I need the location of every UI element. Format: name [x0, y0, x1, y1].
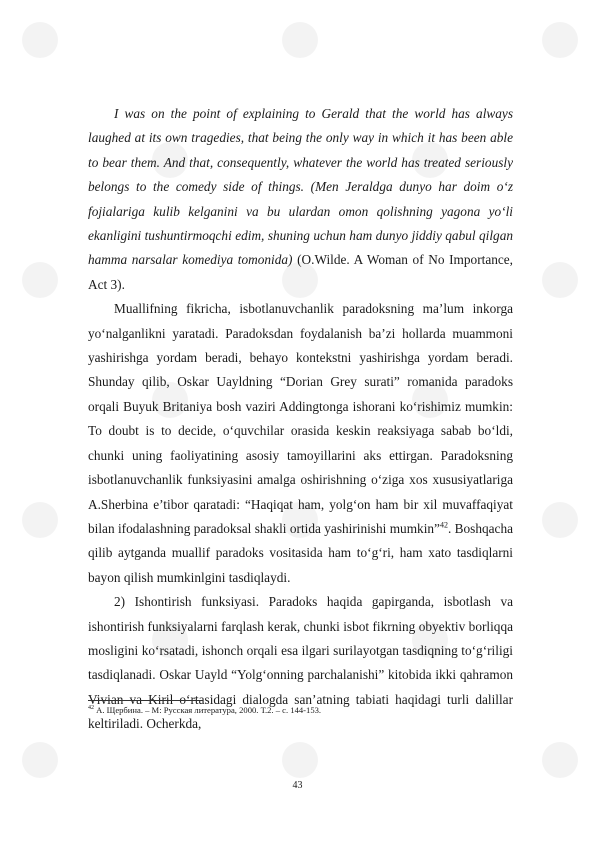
- english-quote: I was on the point of explaining to Gerald that the world has always laughed at its own tragedies, that being the only way in which it has been able to bear them. And that, consequently, whatever the world has treated seriously belongs to the comedy side of things. (: [88, 106, 513, 195]
- paragraph-quote: [88, 102, 513, 297]
- footnote: [88, 705, 513, 716]
- footnote-divider: [88, 700, 203, 701]
- footnote-reference[interactable]: 42: [439, 520, 448, 530]
- paragraph-text: 2) Ishontirish funksiyasi. Paradoks haqida gapirganda, isbotlash va ishontirish funksiyalarni farqlash kerak, chunki isbot fikrning obyektiv borliqqa mosligini ko‘rsatadi, ishonch orqali esa ilgari surilayotgan tasdiqning to‘g‘riligi tasdiqlanadi. Oskar Uayld “Yolg‘onning parchalanishi” kitobida ikki qahramon Vivian va Kiril o‘rtasidagi dialogda san’atning tabiati haqidagi turli dalillar keltiriladi. Ocherkda,: [88, 594, 513, 732]
- paragraph-author-view: [88, 297, 513, 590]
- body-text: [88, 102, 513, 737]
- paragraph-text-continued: . Boshqacha qilib aytganda muallif paradoks vositasida ham to‘g‘ri, ham xato tasdiqlarni bayon qilish mumkinlgini tasdiqlaydi.: [88, 520, 513, 585]
- page-number: 43: [292, 780, 303, 791]
- uzbek-translation: Men Jeraldga dunyo har doim o‘z fojialariga kulib kelganini va bu ulardan omon qolishning yagona yo‘li ekanligini tushuntirmoqchi edim, shuning uchun ham dunyo jiddiy qabul qilgan hamma narsalar komediya tomonida): [88, 179, 513, 268]
- footnote-text: А. Щербина. – М: Русская литература, 2000. Т.2. – с. 144-153.: [94, 705, 322, 715]
- paragraph-text: Muallifning fikricha, isbotlanuvchanlik paradoksning ma’lum inkorga yo‘nalganlikni yaratadi. Paradoksdan foydalanish ba’zi hollarda muammoni yashirishga yordam beradi, behayo kontekstni yashirishga yordam beradi. Shunday qilib, Oskar Uayldning “Dorian Grey surati” romanida paradoks orqali Buyuk Britaniya bosh vaziri Addingtonga ishorani ko‘rishimiz mumkin: To doubt is to decide, o‘quvchilar orasida keskin reaksiyaga sabab bo‘ldi, chunki uning faoliyatining asosiy tamoyillarini aks ettirgan. Paradoksning isbotlanuvchanlik funksiyasini amalga oshirishning o‘ziga xos xususiyatlariga A.Sherbina e’tibor qaratadi: “Haqiqat ham, yolg‘on ham bir xil muvaffaqiyat bilan ifodalashning paradoksal shakli ortida yashirinishi mumkin”: [88, 301, 513, 536]
- quote-source: (O.Wilde. A Woman of No Importance, Act 3).: [88, 252, 513, 292]
- footnote-number: 42: [88, 705, 94, 712]
